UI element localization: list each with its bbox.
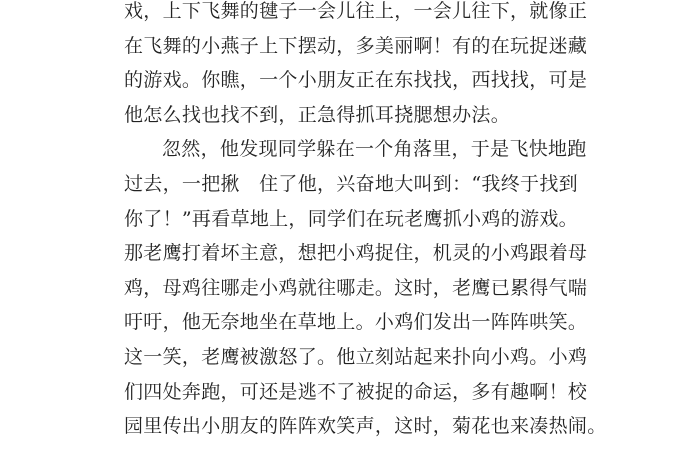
text-line: 在飞舞的小燕子上下摆动，多美丽啊！有的在玩捉迷藏 [124, 34, 588, 57]
text-line: 那老鹰打着坏主意，想把小鸡捉住，机灵的小鸡跟着母 [124, 242, 588, 265]
text-line: 他怎么找也找不到，正急得抓耳挠腮想办法。 [124, 103, 511, 126]
text-line: 这一笑，老鹰被激怒了。他立刻站起来扑向小鸡。小鸡 [124, 345, 588, 368]
text-line: 的游戏。你瞧，一个小朋友正在东找找，西找找，可是 [124, 69, 588, 92]
paragraph-first-line: 忽然，他发现同学躲在一个角落里，于是飞快地跑 [162, 138, 587, 161]
text-line: 园里传出小朋友的阵阵欢笑声，这时，菊花也来凑热闹。 [124, 415, 607, 438]
text-line: 吁吁，他无奈地坐在草地上。小鸡们发出一阵阵哄笑。 [124, 311, 588, 334]
text-line: 们四处奔跑，可还是逃不了被捉的命运，多有趣啊！校 [124, 380, 588, 403]
essay-text [124, 0, 607, 444]
text-line: 戏，上下飞舞的毽子一会儿往上，一会儿往下，就像正 [124, 0, 588, 22]
text-line: 鸡，母鸡往哪走小鸡就往哪走。这时，老鹰已累得气喘 [124, 276, 588, 299]
text-line: 过去，一把揪 住了他，兴奋地大叫到：“我终于找到 [124, 172, 578, 195]
text-line: 你了！”再看草地上，同学们在玩老鹰抓小鸡的游戏。 [124, 207, 578, 230]
